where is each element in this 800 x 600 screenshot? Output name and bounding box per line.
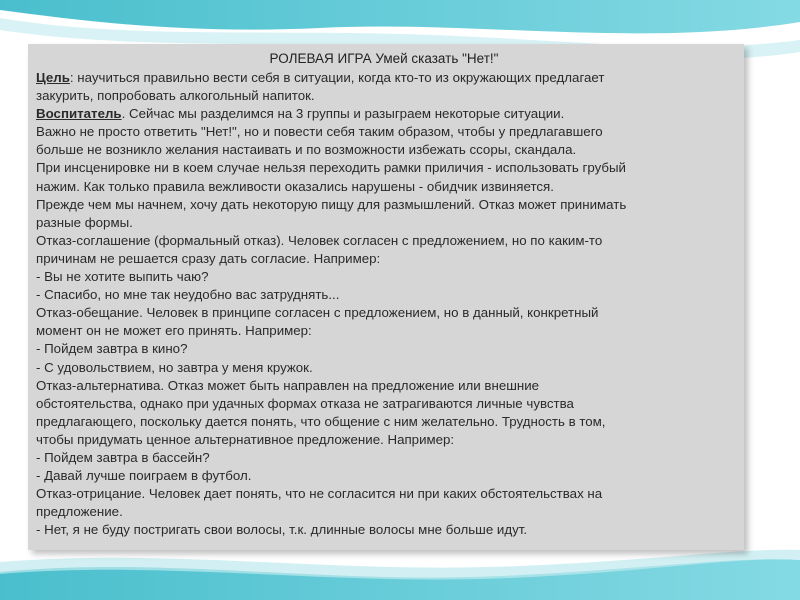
body-line: При инсценировке ни в коем случае нельзя переходить рамки приличия - использовать грубый	[36, 160, 626, 176]
goal-line-1	[36, 69, 732, 87]
document-title: РОЛЕВАЯ ИГРА Умей сказать "Нет!"	[269, 51, 499, 66]
body-line: - Пойдем завтра в бассейн?	[36, 449, 210, 465]
body-line: причинам не решается сразу дать согласие. Например:	[36, 250, 381, 266]
body-line: - С удовольствием, но завтра у меня кружок.	[36, 359, 313, 375]
educator-label: Воспитатель	[36, 106, 122, 122]
body-line: обстоятельства, однако при удачных формах отказа не затрагиваются личные чувства	[36, 395, 574, 411]
body-line: - Давай лучше поиграем в футбол.	[36, 468, 252, 484]
goal-label: Цель	[36, 70, 70, 85]
body-line: разные формы.	[36, 214, 133, 230]
document-panel	[28, 44, 744, 550]
educator-line	[36, 105, 732, 123]
body-line: Отказ-альтернатива. Отказ может быть направлен на предложение или внешние	[36, 377, 540, 393]
document-body	[36, 123, 732, 539]
body-line: момент он не может его принять. Например:	[36, 323, 312, 339]
body-line: больше не возникло желания настаивать и по возможности избежать ссоры, скандала.	[36, 142, 577, 158]
body-line: - Нет, я не буду постригать свои волосы, т.к. длинные волосы мне больше идут.	[36, 522, 528, 538]
goal-line-2: закурить, попробовать алкогольный напиток.	[36, 88, 315, 104]
body-line: Отказ-соглашение (формальный отказ). Человек согласен с предложением, но по каким-то	[36, 232, 603, 248]
body-line: предлагающего, поскольку дается понять, что общение с ним желательно. Трудность в том,	[36, 413, 606, 429]
body-line: - Вы не хотите выпить чаю?	[36, 269, 209, 285]
body-line: - Пойдем завтра в кино?	[36, 341, 188, 357]
body-line: нажим. Как только правила вежливости оказались нарушены - обидчик извиняется.	[36, 178, 554, 194]
body-line: чтобы придумать ценное альтернативное предложение. Например:	[36, 431, 455, 447]
goal-text-1: : научиться правильно вести себя в ситуации, когда кто-то из окружающих предлагает	[69, 70, 605, 85]
body-line: - Спасибо, но мне так неудобно вас затруднять...	[36, 287, 340, 303]
body-line: Прежде чем мы начнем, хочу дать некоторую пищу для размышлений. Отказ может принимать	[36, 196, 627, 212]
body-line: предложение.	[36, 504, 123, 520]
body-line: Важно не просто ответить "Нет!", но и повести себя таким образом, чтобы у предлагавшего	[36, 124, 603, 140]
educator-text: . Сейчас мы разделимся на 3 группы и разыграем некоторые ситуации.	[121, 106, 565, 122]
body-line: Отказ-отрицание. Человек дает понять, что не согласится ни при каких обстоятельствах на	[36, 486, 603, 502]
body-line: Отказ-обещание. Человек в принципе согласен с предложением, но в данный, конкретный	[36, 305, 599, 321]
